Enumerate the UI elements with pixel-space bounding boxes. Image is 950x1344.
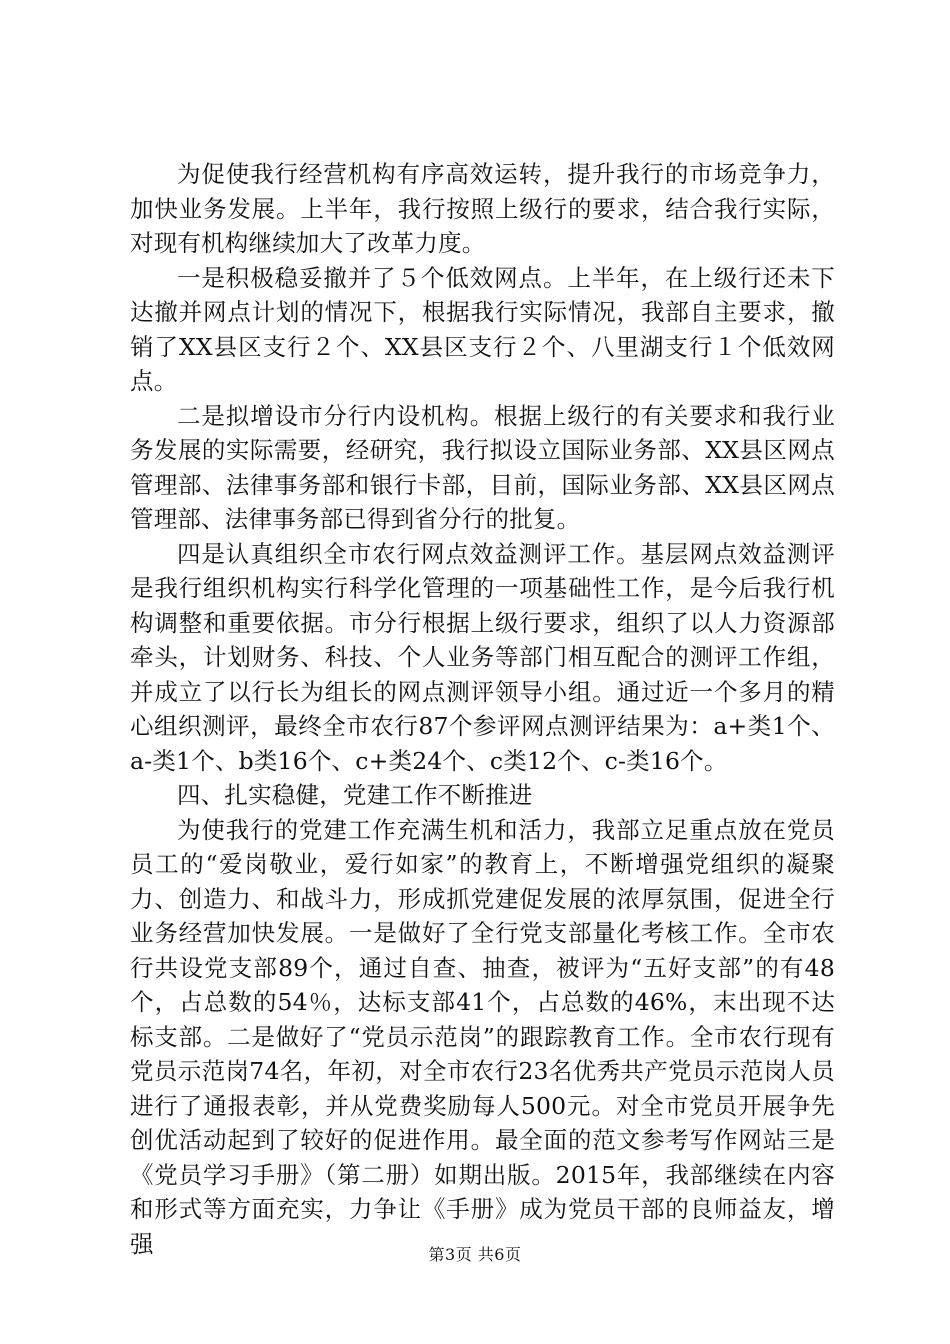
paragraph-intro: 为促使我行经营机构有序高效运转，提升我行的市场竞争力，加快业务发展。上半年，我行按照上级行的要求，结合我行实际，对现有机构继续加大了改革力度。 — [130, 160, 835, 257]
paragraph-point-two: 二是拟增设市分行内设机构。根据上级行的有关要求和我行业务发展的实际需要，经研究，我行拟设立国际业务部、XX县区网点管理部、法律事务部和银行卡部，目前，国际业务部、XX县区网点管理部、法律事务部已得到省分行的批复。 — [130, 401, 835, 533]
paragraph-point-four: 四是认真组织全市农行网点效益测评工作。基层网点效益测评是我行组织机构实行科学化管理的一项基础性工作，是今后我行机构调整和重要依据。市分行根据上级行要求，组织了以人力资源部牵头，计划财务、科技、个人业务等部门相互配合的测评工作组，并成立了以行长为组长的网点测评领导小组。通过近一个多月的精心组织测评，最终全市农行87个参评网点测评结果为：a+类1个、a-类1个、b类16个、c+类24个、c类12个、c-类16个。 — [130, 539, 835, 775]
document-body — [130, 157, 835, 1261]
page-number: 第3页 共6页 — [428, 1245, 522, 1264]
section-heading: 四、扎实稳健，党建工作不断推进 — [177, 781, 533, 809]
paragraph-point-one: 一是积极稳妥撤并了５个低效网点。上半年，在上级行还未下达撤并网点计划的情况下，根据我行实际情况，我部自主要求，撤销了XX县区支行２个、XX县区支行２个、八里湖支行１个低效网点。 — [130, 263, 835, 395]
paragraph-party-building: 为使我行的党建工作充满生机和活力，我部立足重点放在党员员工的“爱岗敬业，爱行如家”的教育上，不断增强党组织的凝聚力、创造力、和战斗力，形成抓党建促发展的浓厚氛围，促进全行业务经营加快发展。一是做好了全行党支部量化考核工作。全市农行共设党支部89个，通过自查、抽查，被评为“五好支部”的有48个，占总数的54％，达标支部41个，占总数的46%，末出现不达标支部。二是做好了“党员示范岗”的跟踪教育工作。全市农行现有党员示范岗74名，年初，对全市农行23名优秀共产党员示范岗人员进行了通报表彰，并从党费奖励每人500元。对全市党员开展争先创优活动起到了较好的促进作用。最全面的范文参考写作网站三是《党员学习手册》（第二册）如期出版。2015年，我部继续在内容和形式等方面充实，力争让《手册》成为党员干部的良师益友，增强 — [130, 815, 835, 1258]
page-footer — [0, 1245, 950, 1265]
